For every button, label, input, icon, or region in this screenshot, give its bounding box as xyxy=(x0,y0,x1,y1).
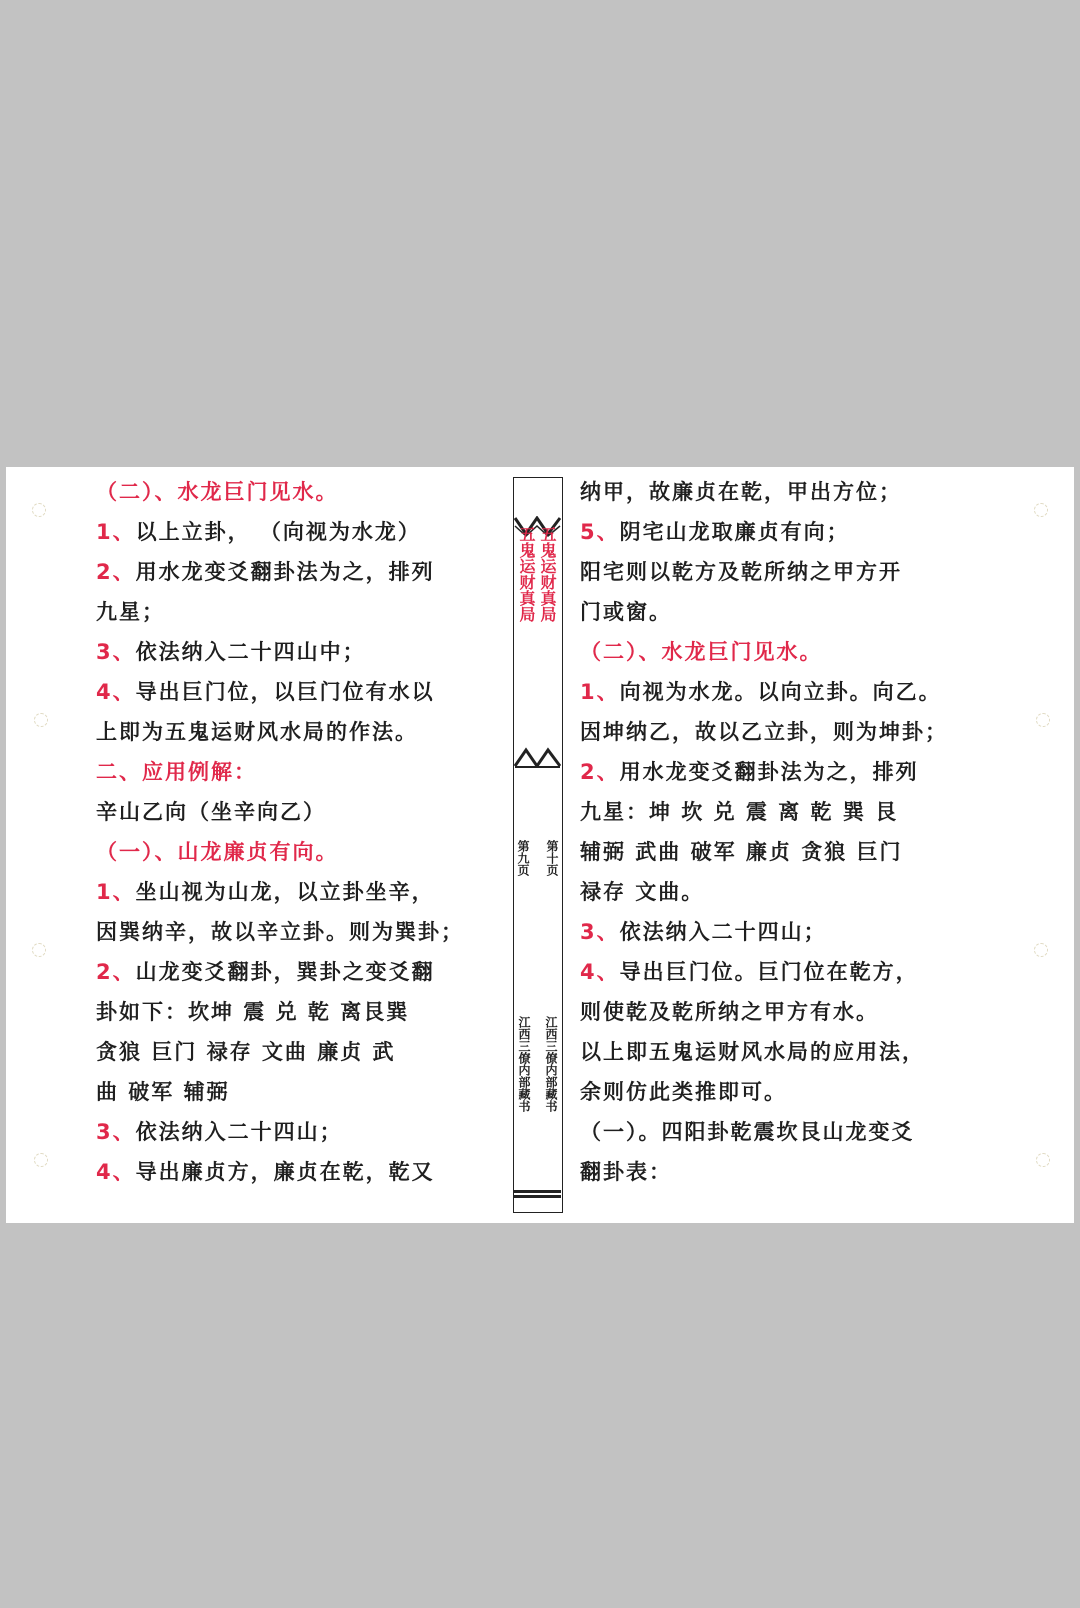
text-line xyxy=(580,797,898,827)
text-line xyxy=(96,1117,343,1147)
body-text: 曲 破军 辅弼 xyxy=(96,1080,230,1104)
body-text: 门或窗。 xyxy=(580,600,672,624)
scan-speck xyxy=(34,713,48,727)
text-line xyxy=(96,677,435,707)
body-text: 阳宅则以乾方及乾所纳之甲方开 xyxy=(580,560,902,584)
body-text: 因巽纳辛，故以辛立卦。则为巽卦； xyxy=(96,920,464,944)
text-line xyxy=(96,757,257,787)
spine-publisher xyxy=(517,1016,557,1112)
highlight-text: 3、 xyxy=(96,1120,136,1144)
spine-bottom-bars xyxy=(514,1190,561,1200)
vertical-text: 五鬼运财真局 xyxy=(517,526,536,622)
text-line xyxy=(580,477,902,507)
highlight-text: （二）、水龙巨门见水。 xyxy=(580,640,823,664)
vertical-text: 第十页 xyxy=(545,840,559,876)
highlight-text: 4、 xyxy=(96,680,136,704)
highlight-text: 3、 xyxy=(580,920,620,944)
body-text: 依法纳入二十四山； xyxy=(135,1120,343,1144)
spine-page-numbers xyxy=(517,840,557,876)
vertical-text: 江西三僚内部藏书 xyxy=(544,1016,558,1112)
body-text: 因坤纳乙，故以乙立卦，则为坤卦； xyxy=(580,720,948,744)
highlight-text: 2、 xyxy=(96,560,136,584)
highlight-text: 2、 xyxy=(580,760,620,784)
spine-page-right xyxy=(540,840,563,876)
scan-speck xyxy=(1034,503,1048,517)
scan-speck xyxy=(1036,713,1050,727)
highlight-text: 二、应用例解： xyxy=(96,760,257,784)
body-text: 上即为五鬼运财风水局的作法。 xyxy=(96,720,418,744)
highlight-text: 2、 xyxy=(96,960,136,984)
text-line xyxy=(580,717,948,747)
body-text: 余则仿此类推即可。 xyxy=(580,1080,787,1104)
text-line xyxy=(96,1037,396,1067)
text-line xyxy=(96,917,464,947)
body-text: 九星：坤 坎 兑 震 离 乾 巽 艮 xyxy=(580,800,899,824)
body-text: 导出廉贞方，廉贞在乾，乾又 xyxy=(135,1160,435,1184)
body-text: 用水龙变爻翻卦法为之，排列 xyxy=(619,760,919,784)
body-text: 依法纳入二十四山； xyxy=(619,920,827,944)
body-text: 辛山乙向（坐辛向乙） xyxy=(96,800,326,824)
text-line xyxy=(96,957,435,987)
body-text: 阴宅山龙取廉贞有向； xyxy=(619,520,850,544)
highlight-text: 4、 xyxy=(580,960,620,984)
text-line xyxy=(96,877,435,907)
body-text: 以上即五鬼运财风水局的应用法， xyxy=(580,1040,925,1064)
scan-speck xyxy=(32,503,46,517)
text-line xyxy=(96,597,165,627)
body-text: 翻卦表： xyxy=(580,1160,672,1184)
highlight-text: 3、 xyxy=(96,640,136,664)
body-text: 用水龙变爻翻卦法为之，排列 xyxy=(135,560,435,584)
body-text: 山龙变爻翻卦，巽卦之变爻翻 xyxy=(135,960,435,984)
text-line xyxy=(96,997,409,1027)
text-line xyxy=(580,997,879,1027)
text-line xyxy=(96,1077,230,1107)
text-line xyxy=(96,557,435,587)
text-line xyxy=(96,797,326,827)
body-text: 导出巨门位，以巨门位有水以 xyxy=(135,680,435,704)
highlight-text: 1、 xyxy=(96,520,136,544)
text-line xyxy=(580,677,942,707)
text-line xyxy=(580,557,902,587)
scan-speck xyxy=(32,943,46,957)
text-line xyxy=(580,877,704,907)
vertical-text: 五鬼运财真局 xyxy=(538,526,557,622)
spine-ornament-middle xyxy=(514,746,561,768)
body-text: 辅弼 武曲 破军 廉贞 贪狼 巨门 xyxy=(580,840,903,864)
text-line xyxy=(580,757,919,787)
text-line xyxy=(96,717,418,747)
text-line xyxy=(580,957,919,987)
text-line xyxy=(96,1157,435,1187)
text-line xyxy=(580,837,903,867)
body-text: 向视为水龙。以向立卦。向乙。 xyxy=(619,680,942,704)
body-text: 九星； xyxy=(96,600,165,624)
body-text: 导出巨门位。巨门位在乾方， xyxy=(619,960,919,984)
vertical-text: 江西三僚内部藏书 xyxy=(517,1016,531,1112)
spine-publisher-left xyxy=(513,1016,534,1112)
scanned-book-page xyxy=(6,467,1074,1223)
highlight-text: （二）、水龙巨门见水。 xyxy=(96,480,339,504)
body-text: 依法纳入二十四山中； xyxy=(135,640,366,664)
text-line xyxy=(96,837,339,867)
body-text: 则使乾及乾所纳之甲方有水。 xyxy=(580,1000,879,1024)
text-line xyxy=(96,477,339,507)
body-text: 以上立卦， （向视为水龙） xyxy=(135,520,421,544)
scan-speck xyxy=(1034,943,1048,957)
highlight-text: 1、 xyxy=(580,680,620,704)
spine-publisher-right xyxy=(540,1016,561,1112)
spine-title-left xyxy=(517,526,536,622)
body-text: 禄存 文曲。 xyxy=(580,880,705,904)
scan-speck xyxy=(34,1153,48,1167)
highlight-text: 4、 xyxy=(96,1160,136,1184)
text-line xyxy=(580,517,850,547)
text-line xyxy=(96,637,366,667)
body-text: 坐山视为山龙，以立卦坐辛， xyxy=(135,880,435,904)
vertical-text: 第九页 xyxy=(516,840,530,876)
body-text: 纳甲，故廉贞在乾，甲出方位； xyxy=(580,480,902,504)
scan-speck xyxy=(1036,1153,1050,1167)
spine-page-left xyxy=(511,840,534,876)
highlight-text: 5、 xyxy=(580,520,620,544)
text-line xyxy=(580,917,827,947)
text-line xyxy=(580,1077,787,1107)
text-line xyxy=(580,1037,925,1067)
highlight-text: 1、 xyxy=(96,880,136,904)
body-text: 卦如下：坎坤 震 兑 乾 离艮巽 xyxy=(96,1000,410,1024)
spine-title xyxy=(517,526,557,622)
text-line xyxy=(580,637,823,667)
body-text: 贪狼 巨门 禄存 文曲 廉贞 武 xyxy=(96,1040,396,1064)
book-spine xyxy=(513,477,563,1213)
text-line xyxy=(580,597,672,627)
spine-title-right xyxy=(538,526,557,622)
body-text: （一）。四阳卦乾震坎艮山龙变爻 xyxy=(580,1120,915,1144)
text-line xyxy=(580,1157,672,1187)
text-line xyxy=(580,1117,915,1147)
text-line xyxy=(96,517,421,547)
highlight-text: （一）、山龙廉贞有向。 xyxy=(96,840,339,864)
